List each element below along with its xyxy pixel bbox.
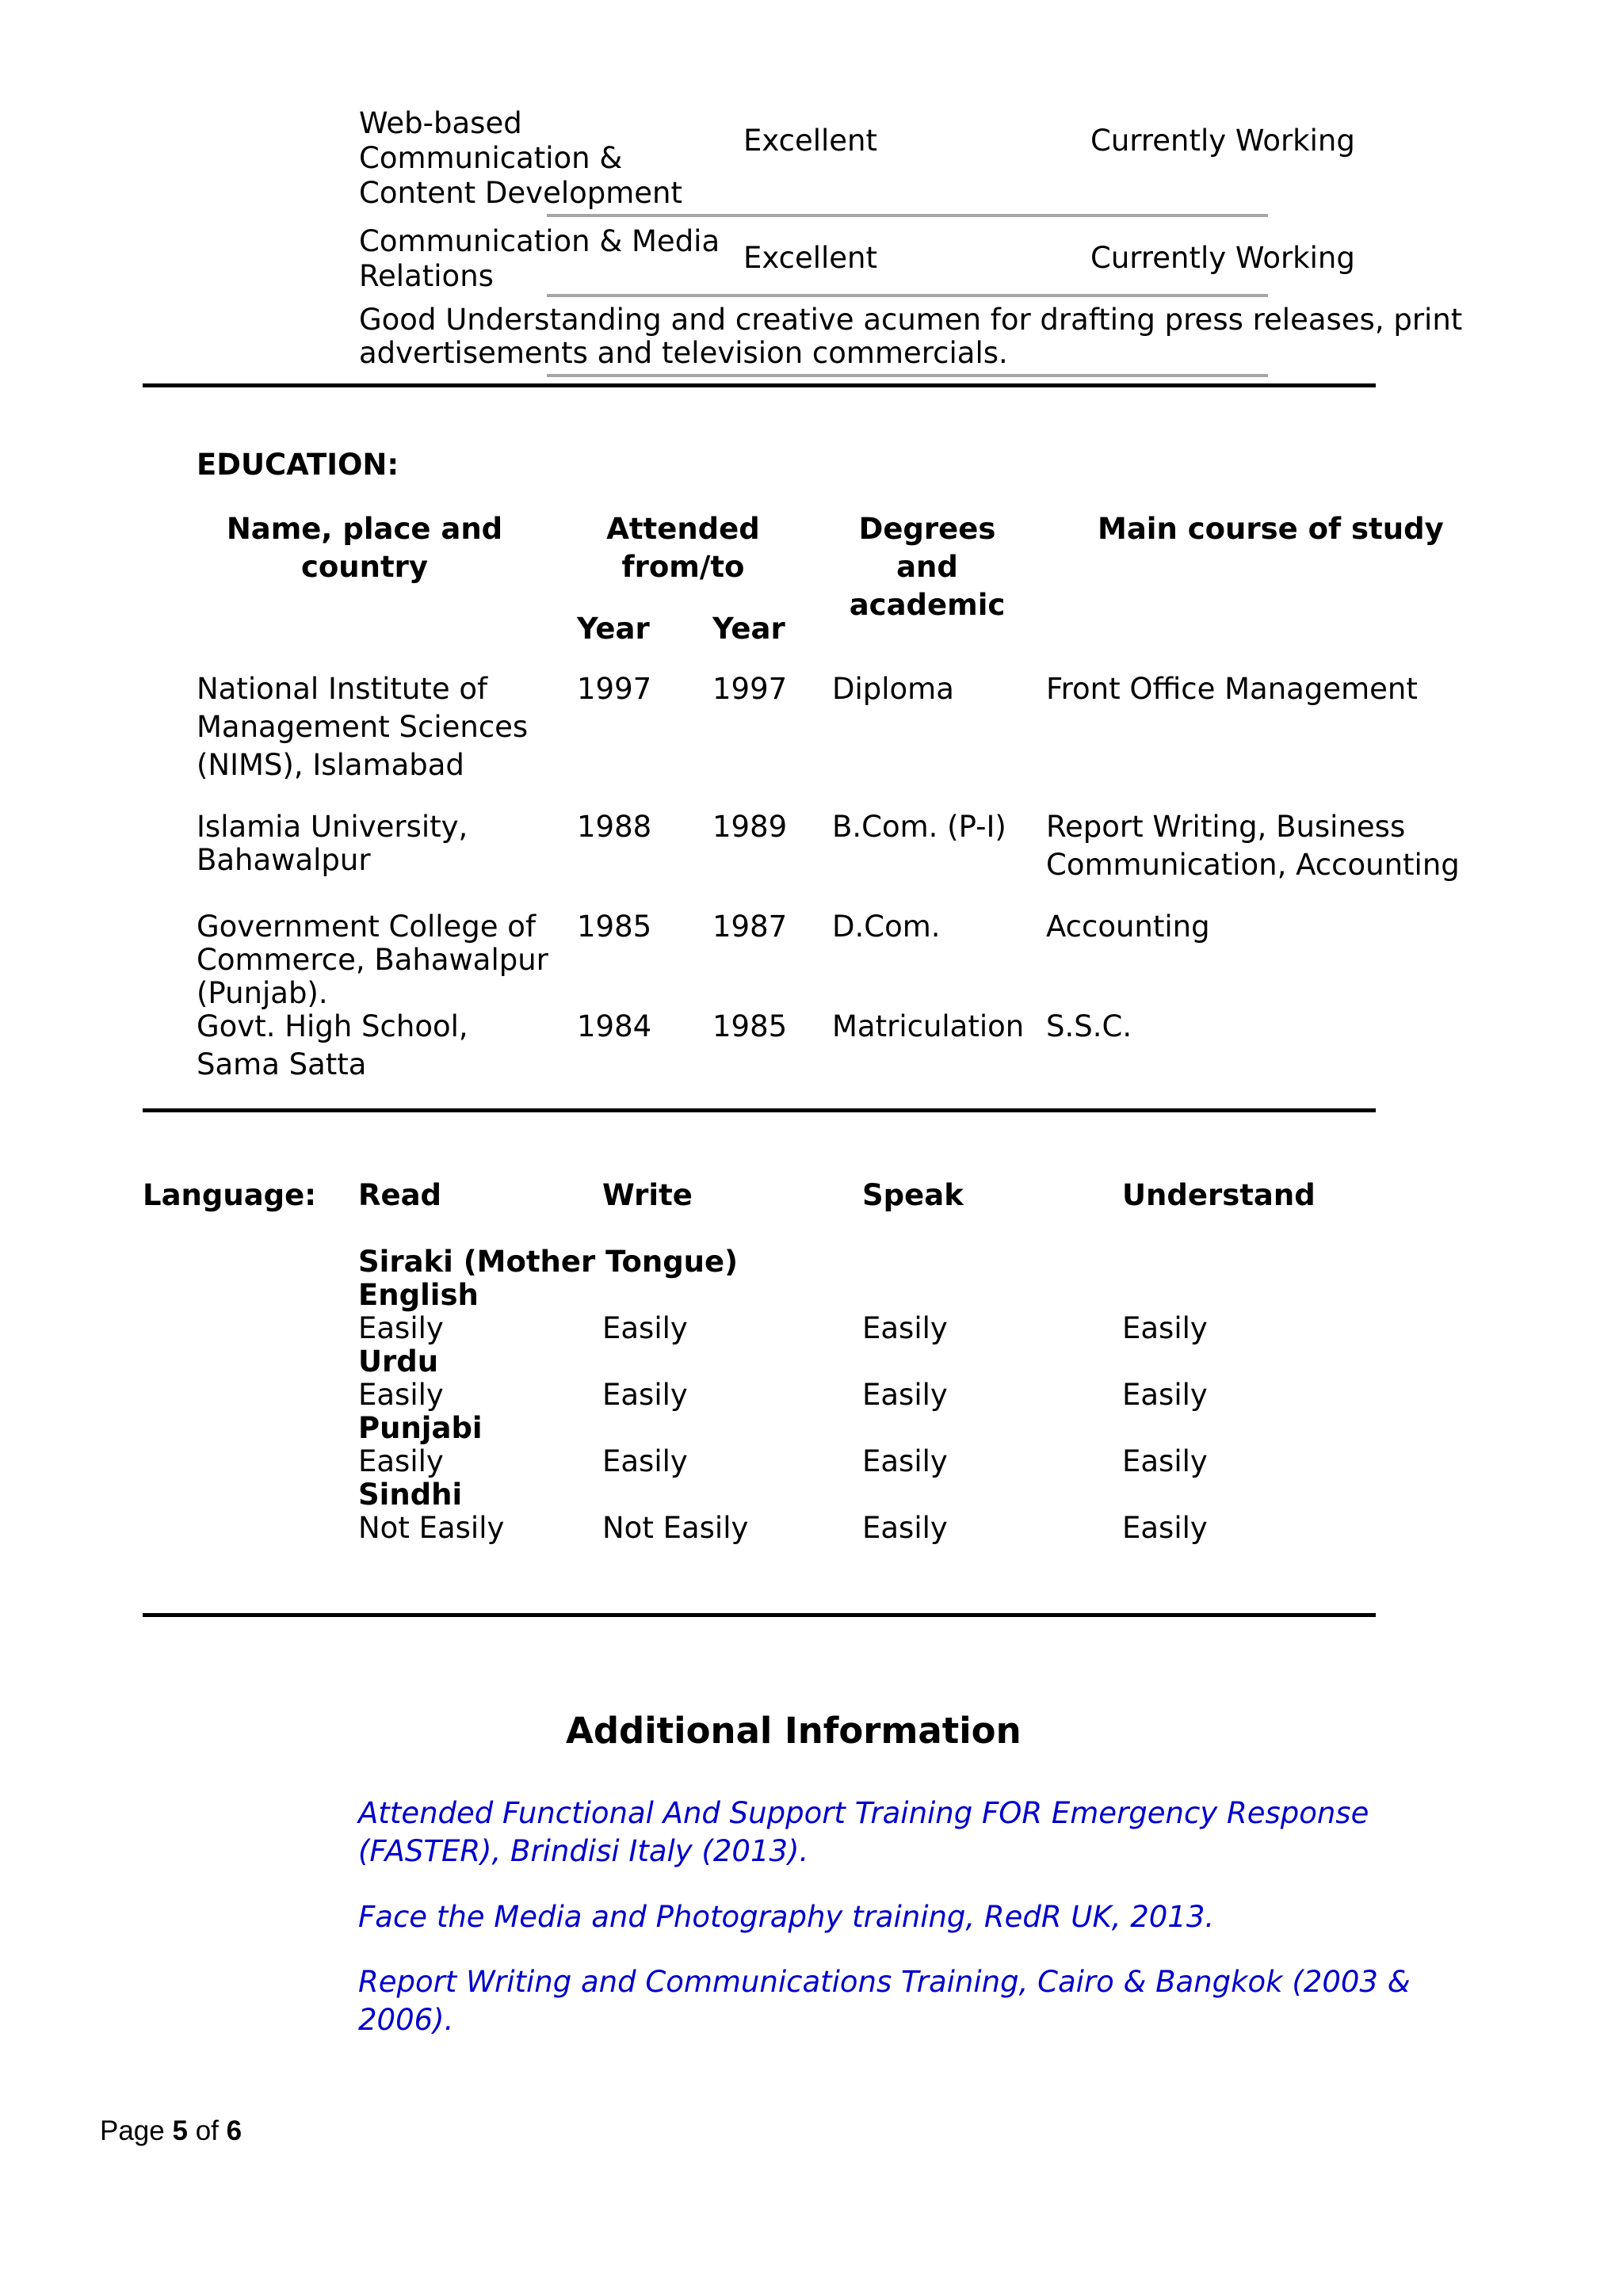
understand-level: Easily bbox=[1122, 1311, 1208, 1345]
course: Accounting bbox=[1046, 910, 1210, 944]
skill-rating: Excellent bbox=[743, 124, 878, 158]
language-name: English bbox=[358, 1278, 479, 1312]
section-divider bbox=[143, 1108, 1376, 1112]
skill-status: Currently Working bbox=[1090, 241, 1355, 275]
col-header-year-from: Year bbox=[577, 612, 650, 646]
degree: Matriculation bbox=[832, 1009, 1025, 1043]
course: S.S.C. bbox=[1046, 1009, 1132, 1043]
read-level: Easily bbox=[358, 1378, 444, 1412]
skill-name: Web-based Communication & Content Development bbox=[359, 106, 682, 210]
write-level: Easily bbox=[602, 1378, 688, 1412]
list-item: Report Writing and Communications Training, Cairo & Bangkok (2003 & 2006). bbox=[358, 1965, 1411, 2037]
read-level: Not Easily bbox=[358, 1511, 505, 1545]
write-level: Not Easily bbox=[602, 1511, 749, 1545]
list-item: Face the Media and Photography training, RedR UK, 2013. bbox=[358, 1900, 1215, 1934]
col-header-read: Read bbox=[358, 1178, 442, 1212]
col-header-attended: Attended from/to bbox=[606, 512, 760, 584]
degree: B.Com. (P-I) bbox=[832, 810, 1006, 844]
skill-rating: Excellent bbox=[743, 241, 878, 275]
skill-status: Currently Working bbox=[1090, 124, 1355, 158]
col-header-write: Write bbox=[602, 1178, 693, 1212]
year-from: 1988 bbox=[577, 810, 652, 844]
course: Report Writing, Business Communication, Accounting bbox=[1046, 810, 1460, 882]
page-number: Page 5 of 6 bbox=[100, 2115, 242, 2146]
understand-level: Easily bbox=[1122, 1378, 1208, 1412]
speak-level: Easily bbox=[862, 1378, 948, 1412]
write-level: Easily bbox=[602, 1444, 688, 1478]
institution: Govt. High School, Sama Satta bbox=[197, 1009, 468, 1081]
additional-info-title: Additional Information bbox=[566, 1710, 1022, 1752]
row-divider bbox=[547, 374, 1268, 377]
course: Front Office Management bbox=[1046, 672, 1418, 706]
speak-level: Easily bbox=[862, 1444, 948, 1478]
year-to: 1997 bbox=[712, 672, 788, 706]
write-level: Easily bbox=[602, 1311, 688, 1345]
year-from: 1984 bbox=[577, 1009, 652, 1043]
year-from: 1997 bbox=[577, 672, 652, 706]
degree: Diploma bbox=[832, 672, 954, 706]
read-level: Easily bbox=[358, 1444, 444, 1478]
row-divider bbox=[547, 214, 1268, 217]
speak-level: Easily bbox=[862, 1311, 948, 1345]
understand-level: Easily bbox=[1122, 1511, 1208, 1545]
col-header-speak: Speak bbox=[862, 1178, 964, 1212]
institution: Islamia University, Bahawalpur bbox=[197, 810, 468, 877]
col-header-course: Main course of study bbox=[1098, 512, 1444, 546]
year-to: 1989 bbox=[712, 810, 788, 844]
skills-note: Good Understanding and creative acumen for drafting press releases, print advertisements and television commercials. bbox=[359, 303, 1463, 370]
read-level: Easily bbox=[358, 1311, 444, 1345]
institution: Government College of Commerce, Bahawalpur (Punjab). bbox=[197, 910, 548, 1010]
list-item: Attended Functional And Support Training FOR Emergency Response (FASTER), Brindisi Italy (2013). bbox=[358, 1796, 1369, 1868]
speak-level: Easily bbox=[862, 1511, 948, 1545]
year-from: 1985 bbox=[577, 910, 652, 944]
mother-tongue: Siraki (Mother Tongue) bbox=[358, 1245, 739, 1279]
language-name: Punjabi bbox=[358, 1411, 483, 1445]
section-divider bbox=[143, 383, 1376, 387]
col-header-year-to: Year bbox=[712, 612, 785, 646]
institution: National Institute of Management Sciences (NIMS), Islamabad bbox=[197, 672, 529, 782]
row-divider bbox=[547, 294, 1268, 297]
language-name: Sindhi bbox=[358, 1478, 463, 1512]
language-label: Language: bbox=[143, 1178, 317, 1212]
language-name: Urdu bbox=[358, 1344, 439, 1379]
degree: D.Com. bbox=[832, 910, 941, 944]
skill-name: Communication & Media Relations bbox=[359, 224, 720, 293]
year-to: 1987 bbox=[712, 910, 788, 944]
col-header-degree: Degrees and academic bbox=[849, 512, 1006, 622]
year-to: 1985 bbox=[712, 1009, 788, 1043]
col-header-understand: Understand bbox=[1122, 1178, 1316, 1212]
section-divider bbox=[143, 1613, 1376, 1617]
col-header-name: Name, place and country bbox=[226, 512, 503, 584]
understand-level: Easily bbox=[1122, 1444, 1208, 1478]
education-heading: EDUCATION: bbox=[197, 448, 399, 482]
